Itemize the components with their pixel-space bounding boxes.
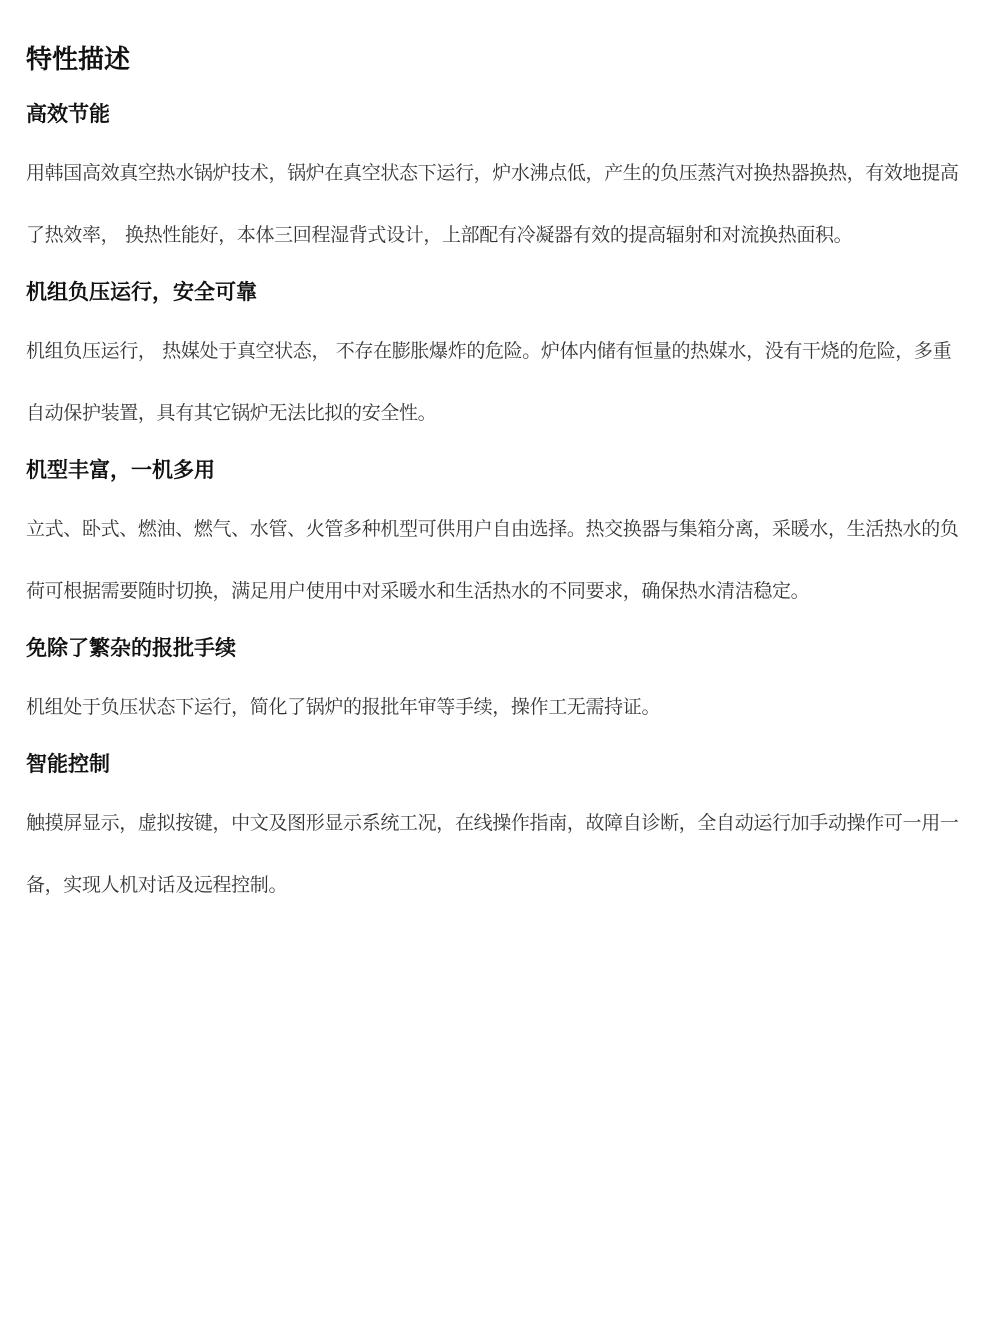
feature-section-safety [26, 275, 969, 444]
section-body: 机组处于负压状态下运行，简化了锅炉的报批年审等手续，操作工无需持证。 [26, 696, 661, 718]
feature-section-energy-efficiency [26, 97, 969, 266]
feature-section-model-variety [26, 453, 969, 622]
section-heading: 机型丰富，一机多用 [26, 458, 215, 482]
section-heading: 机组负压运行，安全可靠 [26, 280, 257, 304]
feature-section-smart-control [26, 747, 969, 916]
section-body: 机组负压运行， 热媒处于真空状态， 不存在膨胀爆炸的危险。炉体内储有恒量的热媒水，没有干烧的危险，多重自动保护装置，具有其它锅炉无法比拟的安全性。 [26, 340, 952, 424]
section-heading: 智能控制 [26, 752, 110, 776]
section-body: 触摸屏显示，虚拟按键，中文及图形显示系统工况，在线操作指南，故障自诊断，全自动运行加手动操作可一用一备，实现人机对话及远程控制。 [26, 812, 959, 896]
section-heading: 免除了繁杂的报批手续 [26, 636, 236, 660]
section-body: 用韩国高效真空热水锅炉技术，锅炉在真空状态下运行，炉水沸点低，产生的负压蒸汽对换热器换热，有效地提高了热效率， 换热性能好，本体三回程湿背式设计，上部配有冷凝器有效的提高辐射和对流换热面积。 [26, 162, 959, 246]
feature-section-approval-exemption [26, 631, 969, 738]
page-title: 特性描述 [26, 45, 131, 75]
section-heading: 高效节能 [26, 102, 110, 126]
section-body: 立式、卧式、燃油、燃气、水管、火管多种机型可供用户自由选择。热交换器与集箱分离，采暖水，生活热水的负荷可根据需要随时切换，满足用户使用中对采暖水和生活热水的不同要求，确保热水清洁稳定。 [26, 518, 959, 602]
